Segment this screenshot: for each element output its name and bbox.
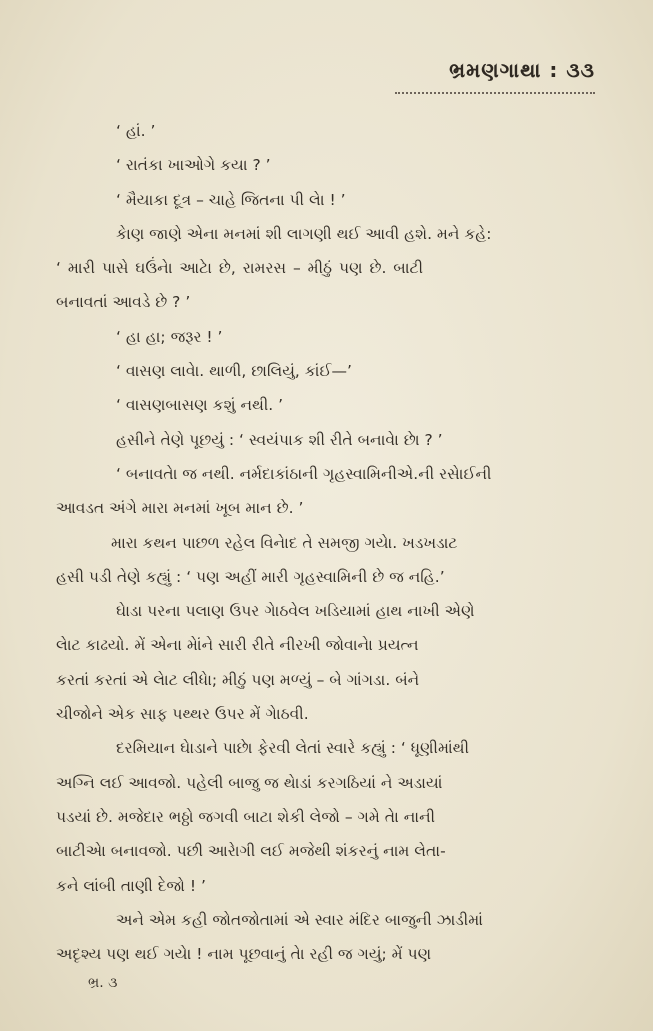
- paragraph-line: અગ્નિ લઈ આવજો. પહેલી બાજુ જ થેાડાં કરગઠિયાં ને અડાયાં: [56, 773, 443, 792]
- signature-mark: ભ્ર. ૩: [88, 975, 118, 991]
- paragraph-line: ‘ મૈયાકા દૂત્ર – ચાહે જિતના પી લેા ! ’: [116, 190, 346, 209]
- paragraph-line: બાટીએા બનાવજો. પછી આરેાગી લઈ મજેથી શંકરનું નામ લેતા-: [56, 842, 446, 861]
- paragraph-line: બનાવતાં આવડે છે ? ’: [56, 293, 191, 312]
- paragraph-line: ‘ બનાવતેા જ નથી. નર્મદાકાંઠાની ગૃહસ્વામિનીએ.ની રસેાઈની: [116, 464, 492, 483]
- paragraph-line: અદૃશ્ય પણ થઈ ગયેા ! નામ પૂછવાનું તેા રહી જ ગયું; મેં પણ: [56, 945, 432, 964]
- paragraph-line: ‘ રાતંકા ખાઓગે કયા ? ’: [116, 156, 271, 175]
- paragraph-line: અને એમ કહી જોતજોતામાં એ સ્વાર મંદિર બાજુની ઝાડીમાં: [116, 910, 483, 929]
- page-body: [56, 114, 601, 971]
- paragraph-line: કેાણ જાણે એના મનમાં શી લાગણી થઈ આવી હશે. મને કહે:: [116, 224, 492, 243]
- paragraph-line: ઘેાડા પરના પલાણ ઉપર ગેાઠવેલ ખડિયામાં હાથ નાખી એણે: [116, 602, 475, 621]
- paragraph-line: પડયાં છે. મજેદાર ભઠ્ઠો જગવી બાટા શેકી લેજો – ગમે તેા નાની: [56, 807, 436, 826]
- paragraph-line: કને લાંબી તાણી દેજો ! ’: [56, 876, 206, 895]
- header-ornament-rule: [395, 88, 595, 94]
- paragraph-line: ‘ હાં. ’: [116, 122, 156, 140]
- paragraph-line: દરમિયાન ઘેાડાને પાછેા ફેરવી લેતાં સ્વારે કહ્યું : ‘ ધૂણીમાંથી: [116, 739, 470, 758]
- paragraph-line: લેાટ કાઢયો. મેં એના મેાંને સારી રીતે નીરખી જોવાનેા પ્રયત્ન: [56, 636, 419, 655]
- paragraph-line: હસીને તેણે પૂછયું : ‘ સ્વયંપાક શી રીતે બનાવેા છેા ? ’: [116, 430, 443, 449]
- running-header: [395, 58, 595, 94]
- paragraph-line: ‘ હા હા; જરૂર ! ’: [116, 327, 223, 346]
- paragraph-line: ‘ મારી પાસે ઘઉંનેા આટેા છે, રામરસ – મીઠું પણ છે. બાટી: [56, 259, 424, 278]
- paragraph-line: કરતાં કરતાં એ લેાટ લીધેા; મીઠું પણ મળ્યું – બે ગાંગડા. બંને: [56, 670, 420, 689]
- paragraph-line: હસી પડી તેણે કહ્યું : ‘ પણ અહીં મારી ગૃહસ્વામિની છે જ નહિ.’: [56, 567, 445, 586]
- paragraph-line: ‘ વાસણ લાવેા. થાળી, છાલિયું, કાંઈ—’: [116, 362, 352, 381]
- paragraph-line: ‘ વાસણબાસણ કશું નથી. ’: [116, 396, 284, 415]
- paragraph-line: મારા કથન પાછળ રહેલ વિનેાદ તે સમજી ગયેા. ખડખડાટ: [111, 533, 458, 552]
- page-header-title: ભ્રમણગાથા : ૩૩: [449, 58, 595, 82]
- paragraph-line: આવડત અંગે મારા મનમાં ખૂબ માન છે. ’: [56, 499, 304, 518]
- paragraph-line: ચીજોને એક સાફ પથ્થર ઉપર મેં ગેાઠવી.: [56, 705, 309, 724]
